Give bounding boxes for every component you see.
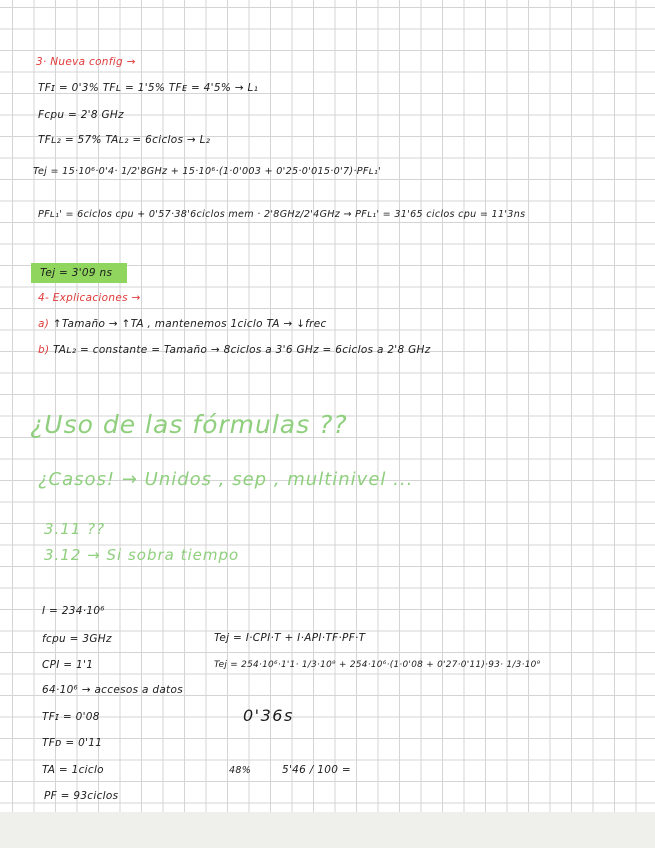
given-ta: TA = 1ciclo [42, 764, 104, 776]
given-instructions: I = 234·10⁶ [42, 605, 105, 617]
fcpu-line: Fcpu = 2'8 GHz [38, 109, 124, 121]
explanation-b [38, 345, 431, 356]
given-tfi: TFɪ = 0'08 [42, 711, 100, 723]
green-note-formulas: ¿Uso de las fórmulas ?? [30, 410, 348, 439]
text-b: TAʟ₂ = constante = Tamaño → 8ciclos a 3'6 GHz = 6ciclos a 2'8 GHz [53, 344, 431, 356]
given-cpi: CPI = 1'1 [42, 659, 94, 671]
section3-heading: 3· Nueva config → [36, 56, 136, 68]
green-note-311: 3.11 ?? [44, 520, 106, 538]
given-data-accesses: 64·10⁶ → accesos a datos [42, 684, 183, 696]
label-a: a) [38, 318, 50, 330]
section4-heading: 4- Explicaciones → [38, 292, 141, 304]
green-note-cases: ¿Casos! → Unidos , sep , multinivel ... [38, 469, 414, 490]
percent-note: 48% [229, 765, 252, 776]
given-fcpu: fcpu = 3GHz [42, 633, 112, 645]
calc-note: 5'46 / 100 = [282, 764, 351, 776]
answer-time: 0'36s [243, 706, 294, 725]
tej-expanded-formula: Tej = 254·10⁶·1'1· 1/3·10⁹ + 254·10⁶·(1·0'08 + 0'27·0'11)·93· 1/3·10⁹ [214, 660, 541, 670]
pf-calc-line: PFʟ₁' = 6ciclos cpu + 0'57·38'6ciclos mem · 2'8GHz/2'4GHz → PFʟ₁' = 31'65 ciclos cpu = 11'3ns [38, 209, 526, 220]
given-pf: PF = 93ciclos [44, 790, 119, 802]
tej-formula-line: Tej = 15·10⁶·0'4· 1/2'8GHz + 15·10⁶·(1·0'003 + 0'25·0'015·0'7)·PFʟ₁' [33, 166, 381, 177]
explanation-a [38, 319, 327, 330]
tej-general-formula: Tej = I·CPI·T + I·API·TF·PF·T [214, 632, 366, 644]
tf-rates-line: TFɪ = 0'3% TFʟ = 1'5% TFᴇ = 4'5% → L₁ [38, 82, 259, 94]
l2-line: TFʟ₂ = 57% TAʟ₂ = 6ciclos → L₂ [38, 134, 211, 146]
text-a: ↑Tamaño → ↑TA , mantenemos 1ciclo TA → ↓frec [52, 318, 327, 330]
green-note-312: 3.12 → Si sobra tiempo [44, 546, 240, 564]
result-text: Tej = 3'09 ns [40, 267, 113, 279]
label-b: b) [38, 344, 50, 356]
given-tfd: TFᴅ = 0'11 [42, 737, 103, 749]
